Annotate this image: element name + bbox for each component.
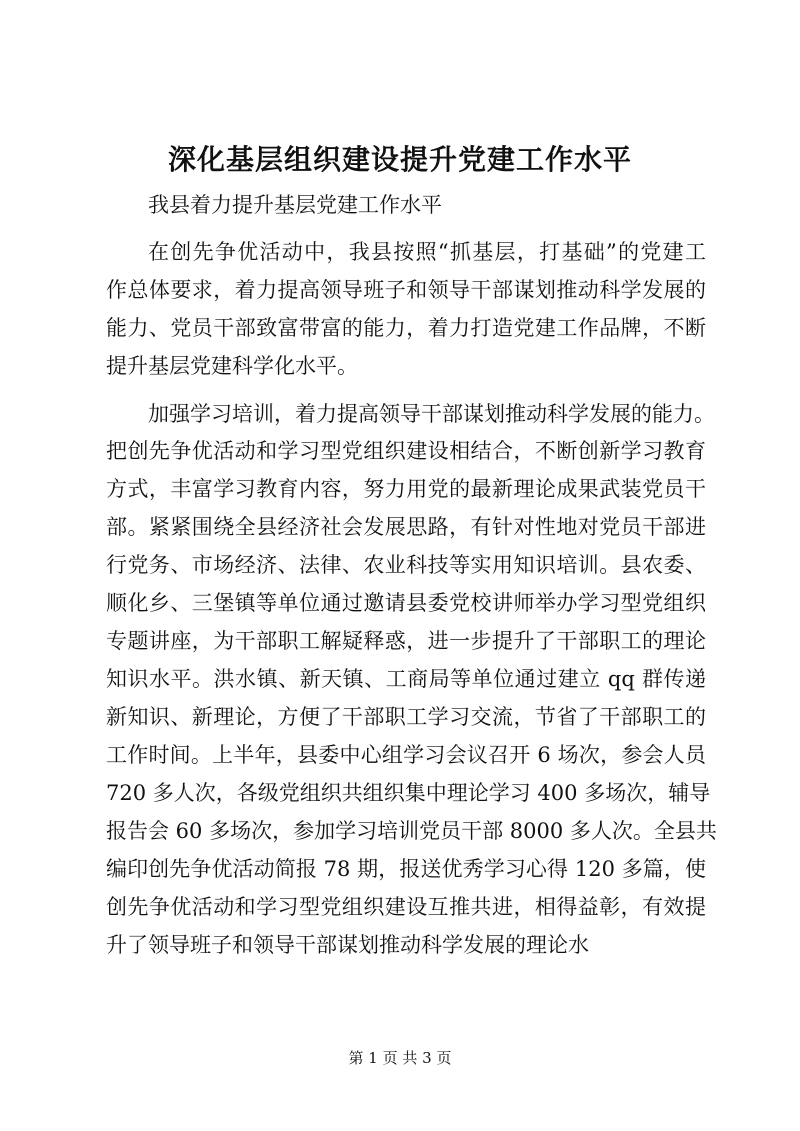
paragraph-line-8: 部。紧紧围绕全县经济社会发展思路，有针对性地对党员干部进 [106,515,706,539]
paragraph-line-16: 报告会 60 多场次，参加学习培训党员干部 8000 多人次。全县共 [106,819,717,843]
paragraph-line-3: 能力、党员干部致富带富的能力，着力打造党建工作品牌，不断 [106,316,706,340]
paragraph-line-6: 把创先争优活动和学习型党组织建设相结合，不断创新学习教育 [106,439,706,463]
paragraph-line-9: 行党务、市场经济、法律、农业科技等实用知识培训。县农委、 [106,553,706,577]
paragraph-line-15: 720 多人次，各级党组织共组织集中理论学习 400 多场次，辅导 [106,781,711,805]
paragraph-line-17: 编印创先争优活动简报 78 期，报送优秀学习心得 120 多篇，使 [106,857,706,881]
paragraph-line-12: 知识水平。洪水镇、新天镇、工商局等单位通过建立 qq 群传递 [106,667,706,691]
document-title: 深化基层组织建设提升党建工作水平 [167,143,632,176]
paragraph-line-2: 作总体要求，着力提高领导班子和领导干部谋划推动科学发展的 [106,278,706,302]
paragraph-line-4: 提升基层党建科学化水平。 [106,354,358,378]
paragraph-line-13: 新知识、新理论，方便了干部职工学习交流，节省了干部职工的 [106,705,706,729]
paragraph-line-10: 顺化乡、三堡镇等单位通过邀请县委党校讲师举办学习型党组织 [106,591,706,615]
paragraph-line-7: 方式，丰富学习教育内容，努力用党的最新理论成果武装党员干 [106,477,706,501]
paragraph-line-18: 创先争优活动和学习型党组织建设互推共进，相得益彰，有效提 [106,895,706,919]
subtitle-line: 我县着力提升基层党建工作水平 [148,193,442,217]
page-footer: 第 1 页 共 3 页 [348,1049,452,1067]
paragraph-line-14: 工作时间。上半年，县委中心组学习会议召开 6 场次，参会人员 [106,743,706,767]
paragraph-line-19: 升了领导班子和领导干部谋划推动科学发展的理论水 [106,933,589,957]
paragraph-line-5: 加强学习培训，着力提高领导干部谋划推动科学发展的能力。 [148,402,715,426]
paragraph-line-11: 专题讲座，为干部职工解疑释惑，进一步提升了干部职工的理论 [106,629,706,653]
paragraph-line-1: 在创先争优活动中，我县按照“抓基层，打基础”的党建工 [148,240,706,264]
